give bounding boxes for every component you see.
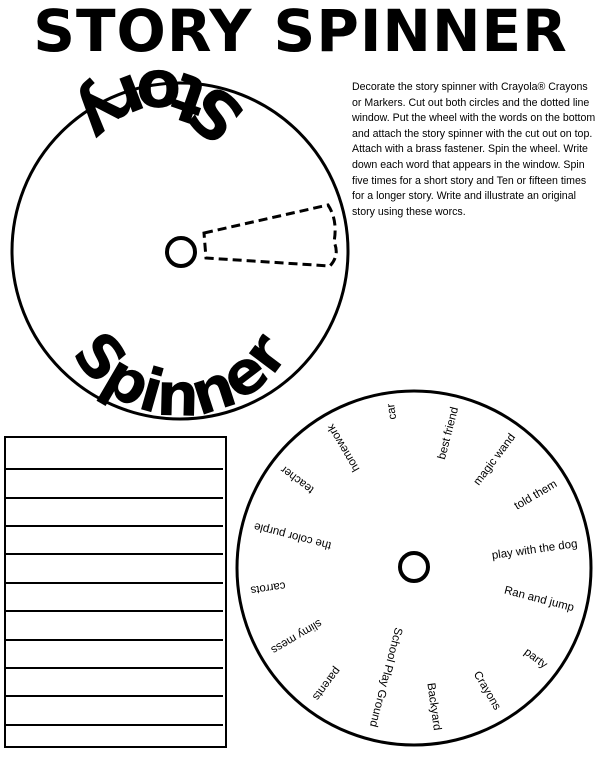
wheel-word: Ran and jump bbox=[502, 584, 576, 615]
spinner-word: Spinner bbox=[58, 318, 302, 431]
page-title: STORY SPINNER bbox=[33, 0, 568, 65]
wheel-word: the color purple bbox=[252, 519, 333, 552]
writing-line bbox=[6, 610, 223, 612]
writing-line bbox=[6, 639, 223, 641]
wheel-word: party bbox=[521, 646, 550, 672]
word-wheel-center bbox=[400, 553, 428, 581]
wheel-word: magic wand bbox=[471, 431, 519, 488]
wheel-word: told them bbox=[512, 478, 560, 513]
wheel-word: carrots bbox=[249, 579, 287, 596]
wheel-word: teacher bbox=[278, 462, 317, 496]
wheel-word: play with the dog bbox=[491, 538, 579, 562]
wheel-word: car bbox=[385, 402, 400, 421]
instructions-text: Decorate the story spinner with Crayola® Crayons or Markers. Cut out both circles and the dotted line window. Put the wheel with the words on the bottom and attach the story spinner with the cut out on top. Attach with a brass fastener. Spin the wheel. Write down each word that appears in the window. Spin five times for a short story and Ten or fifteen times for a longer story. Write and illustrate an original story using these worcs. bbox=[352, 81, 596, 218]
story-word: Story bbox=[61, 54, 259, 159]
wheel-word: best friend bbox=[436, 405, 462, 461]
wheel-word: Crayons bbox=[470, 669, 503, 713]
writing-line bbox=[6, 497, 223, 499]
writing-line bbox=[6, 553, 223, 555]
writing-line bbox=[6, 667, 223, 669]
wheel-word: slimy mess bbox=[268, 616, 324, 656]
writing-line bbox=[6, 582, 223, 584]
writing-line bbox=[6, 525, 223, 527]
writing-line bbox=[6, 468, 223, 470]
story-wheel-center bbox=[167, 238, 195, 266]
wheel-word: School Play Ground bbox=[366, 626, 405, 729]
writing-box bbox=[4, 436, 227, 748]
wheel-word: homework bbox=[325, 421, 363, 474]
writing-line bbox=[6, 695, 223, 697]
writing-line bbox=[6, 724, 223, 726]
wheel-word: Backyard bbox=[424, 682, 443, 732]
wheel-word: parents bbox=[309, 664, 343, 703]
